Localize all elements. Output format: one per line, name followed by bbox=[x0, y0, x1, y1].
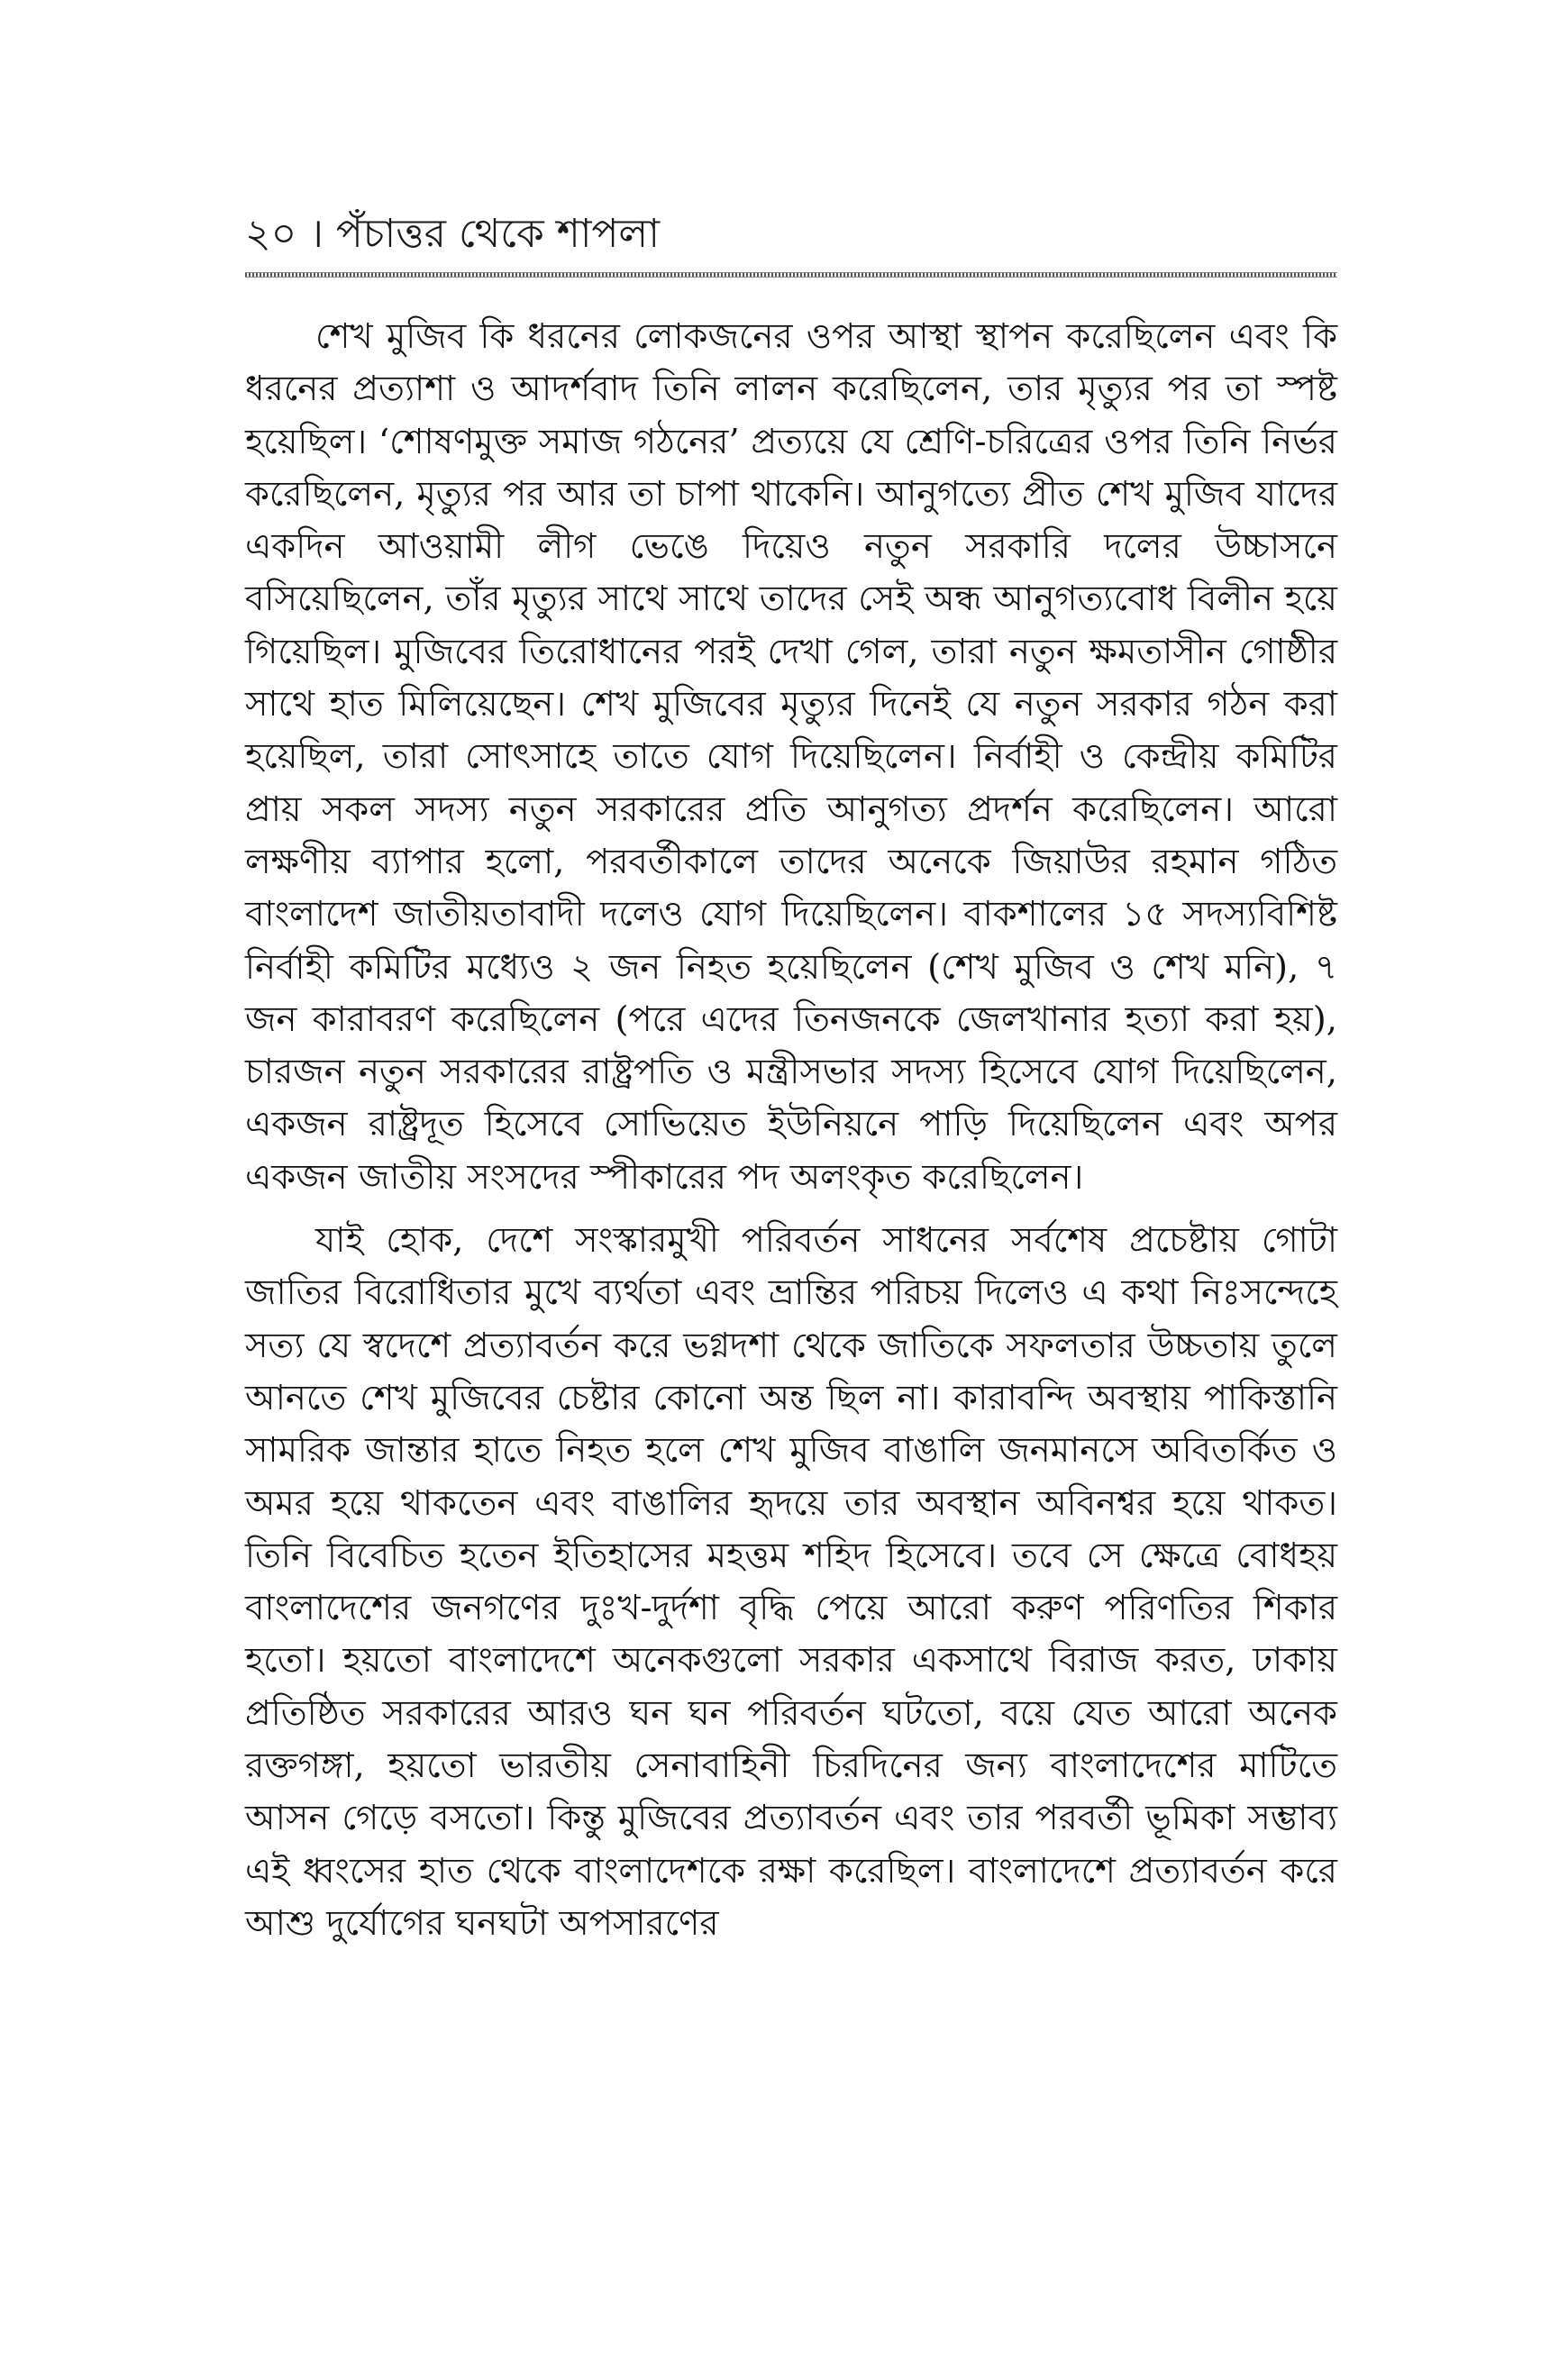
paragraph-2: যাই হোক, দেশে সংস্কারমুখী পরিবর্তন সাধনের সর্বশেষ প্রচেষ্টায় গোটা জাতির বিরোধিতার মুখে ব্যর্থতা এবং ভ্রান্তির পরিচয় দিলেও এ কথা নিঃসন্দেহে সত্য যে স্বদেশে প্রত্যাবর্তন করে ভগ্নদশা থেকে জাতিকে সফলতার উচ্চতায় তুলে আনতে শেখ মুজিবের চেষ্টার কোনো অন্ত ছিল না। কারাবন্দি অবস্থায় পাকিস্তানি সামরিক জান্তার হাতে নিহত হলে শেখ মুজিব বাঙালি জনমানসে অবিতর্কিত ও অমর হয়ে থাকতেন এবং বাঙালির হৃদয়ে তার অবস্থান অবিনশ্বর হয়ে থাকত। তিনি বিবেচিত হতেন ইতিহাসের মহত্তম শহিদ হিসেবে। তবে সে ক্ষেত্রে বোধহয় বাংলাদেশের জনগণের দুঃখ-দুর্দশা বৃদ্ধি পেয়ে আরো করুণ পরিণতির শিকার হতো। হয়তো বাংলাদেশে অনেকগুলো সরকার একসাথে বিরাজ করত, ঢাকায় প্রতিষ্ঠিত সরকারের আরও ঘন ঘন পরিবর্তন ঘটতো, বয়ে যেত আরো অনেক রক্তগঙ্গা, হয়তো ভারতীয় সেনাবাহিনী চিরদিনের জন্য বাংলাদেশের মাটিতে আসন গেড়ে বসতো। কিন্তু মুজিবের প্রত্যাবর্তন এবং তার পরবর্তী ভূমিকা সম্ভাব্য এই ধ্বংসের হাত থেকে বাংলাদেশকে রক্ষা করেছিল। বাংলাদেশে প্রত্যাবর্তন করে আশু দুর্যোগের ঘনঘটা অপসারণের bbox=[245, 1220, 1337, 1944]
header-divider bbox=[245, 272, 1337, 278]
running-head: ২০ । পঁচাত্তর থেকে শাপলা bbox=[245, 211, 660, 257]
paragraph-1: শেখ মুজিব কি ধরনের লোকজনের ওপর আস্থা স্থাপন করেছিলেন এবং কি ধরনের প্রত্যাশা ও আদর্শবাদ তিনি লালন করেছিলেন, তার মৃত্যুর পর তা স্পষ্ট হয়েছিল। ‘শোষণমুক্ত সমাজ গঠনের’ প্রত্যয়ে যে শ্রেণি-চরিত্রের ওপর তিনি নির্ভর করেছিলেন, মৃত্যুর পর আর তা চাপা থাকেনি। আনুগত্যে প্রীত শেখ মুজিব যাদের একদিন আওয়ামী লীগ ভেঙে দিয়েও নতুন সরকারি দলের উচ্চাসনে বসিয়েছিলেন, তাঁর মৃত্যুর সাথে সাথে তাদের সেই অন্ধ আনুগত্যবোধ বিলীন হয়ে গিয়েছিল। মুজিবের তিরোধানের পরই দেখা গেল, তারা নতুন ক্ষমতাসীন গোষ্ঠীর সাথে হাত মিলিয়েছেন। শেখ মুজিবের মৃত্যুর দিনেই যে নতুন সরকার গঠন করা হয়েছিল, তারা সোৎসাহে তাতে যোগ দিয়েছিলেন। নির্বাহী ও কেন্দ্রীয় কমিটির প্রায় সকল সদস্য নতুন সরকারের প্রতি আনুগত্য প্রদর্শন করেছিলেন। আরো লক্ষণীয় ব্যাপার হলো, পরবর্তীকালে তাদের অনেকে জিয়াউর রহমান গঠিত বাংলাদেশ জাতীয়তাবাদী দলেও যোগ দিয়েছিলেন। বাকশালের ১৫ সদস্যবিশিষ্ট নির্বাহী কমিটির মধ্যেও ২ জন নিহত হয়েছিলেন (শেখ মুজিব ও শেখ মনি), ৭ জন কারাবরণ করেছিলেন (পরে এদের তিনজনকে জেলখানার হত্যা করা হয়), চারজন নতুন সরকারের রাষ্ট্রপতি ও মন্ত্রীসভার সদস্য হিসেবে যোগ দিয়েছিলেন, একজন রাষ্ট্রদূত হিসেবে সোভিয়েত ইউনিয়নে পাড়ি দিয়েছিলেন এবং অপর একজন জাতীয় সংসদের স্পীকারের পদ অলংকৃত করেছিলেন। bbox=[245, 316, 1337, 1198]
body-text bbox=[245, 311, 1337, 1950]
